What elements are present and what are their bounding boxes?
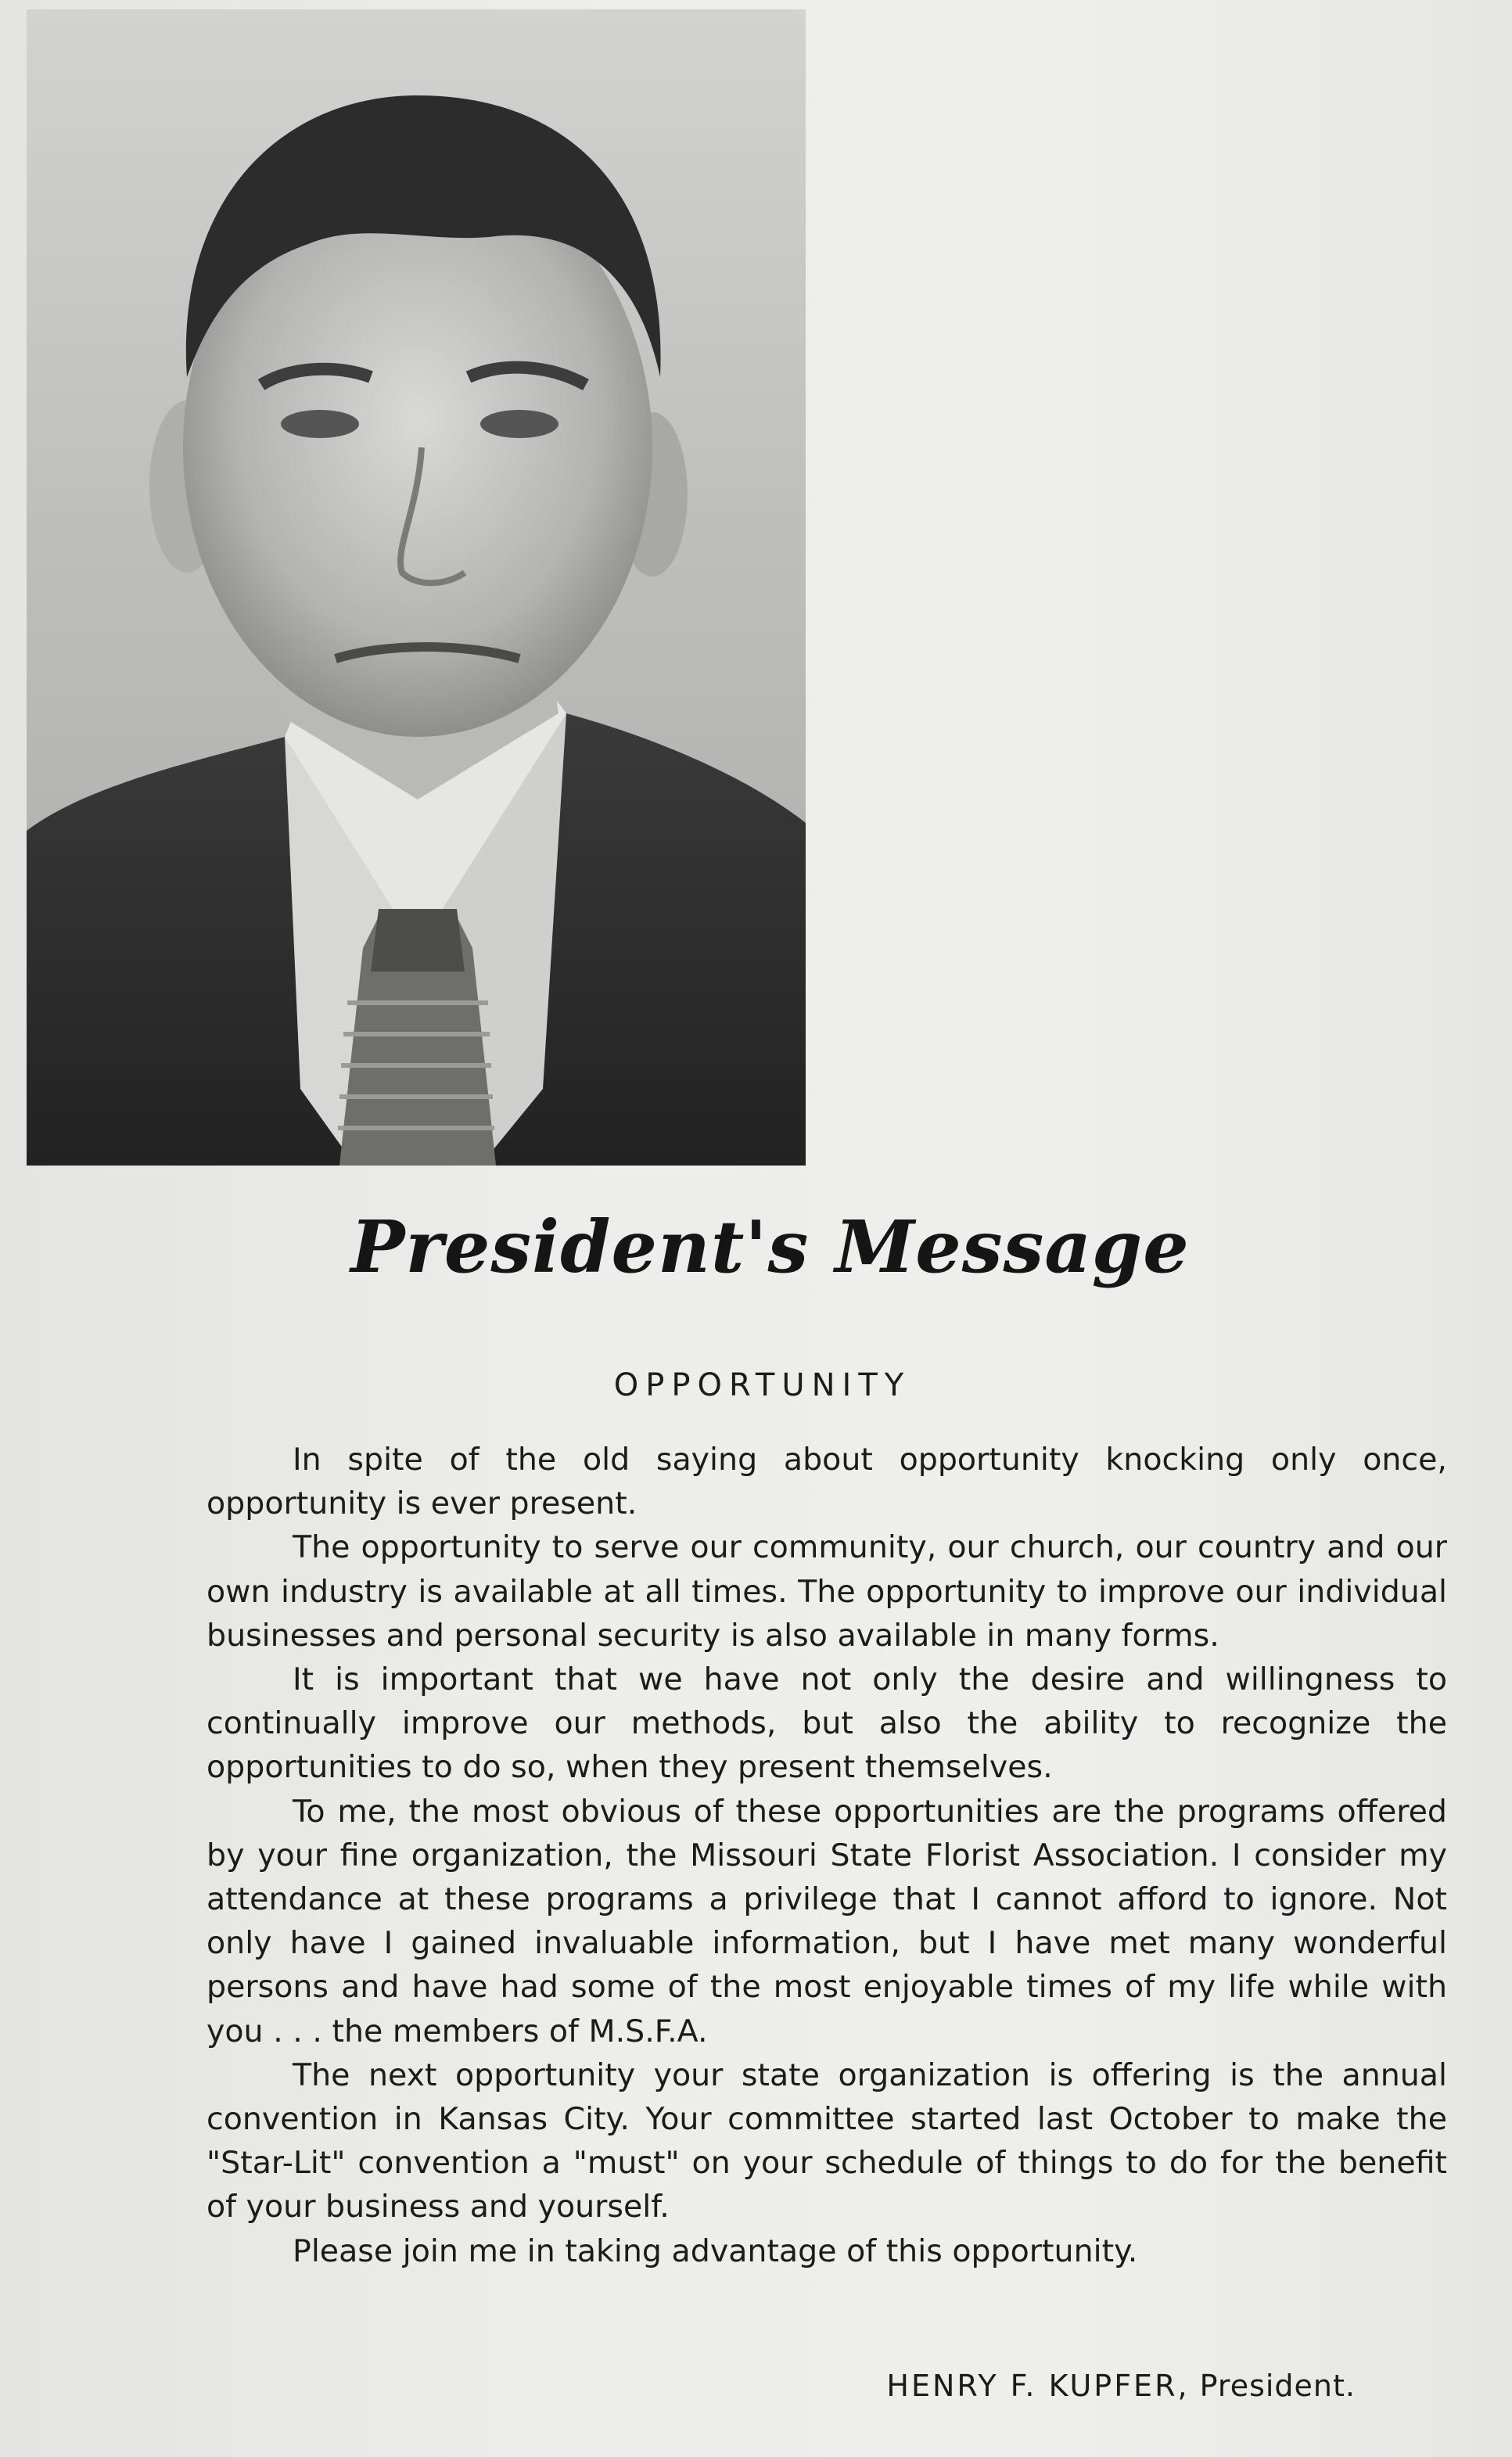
signature-title: President. <box>1199 2369 1356 2403</box>
paragraph: To me, the most obvious of these opportunities are the programs offered by your fine organization, the Missouri State Florist Association. I consider my attendance at these programs a privilege that I cannot afford to ignore. Not only have I gained invaluable information, but I have met many wonderful persons and have had some of the most enjoyable times of my life while with you . . . the members of M.S.F.A. <box>207 1793 1447 2049</box>
paragraph: The next opportunity your state organization is offering is the annual convention in Kansas City. Your committee started last October to make the "Star-Lit" convention a "must" on your schedule of things to do for the benefit of your business and yourself. <box>207 2056 1447 2225</box>
signature <box>886 2369 1356 2403</box>
signature-name: HENRY F. KUPFER, <box>886 2369 1190 2403</box>
page-title: President's Message <box>350 1205 1190 1289</box>
paragraph: In spite of the old saying about opportunity knocking only once, opportunity is ever present. <box>207 1442 1447 1522</box>
section-subtitle: OPPORTUNITY <box>613 1367 911 1403</box>
paragraph: It is important that we have not only the desire and willingness to continually improve our methods, but also the ability to recognize the opportunities to do so, when they present themselves. <box>207 1661 1447 1786</box>
paragraph: The opportunity to serve our community, our church, our country and our own industry is available at all times. The opportunity to improve our individual businesses and personal security is also available in many forms. <box>207 1529 1447 1654</box>
portrait-photo <box>27 9 806 1166</box>
message-body <box>207 1438 1447 2273</box>
portrait-photo-icon <box>27 9 806 1166</box>
paragraph: Please join me in taking advantage of this opportunity. <box>293 2232 1138 2269</box>
